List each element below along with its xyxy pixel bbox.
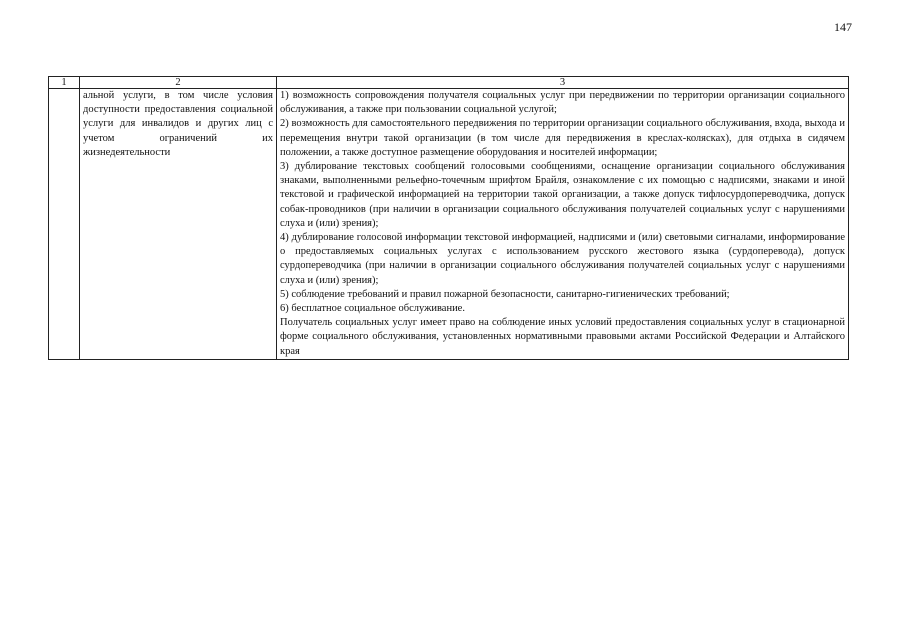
row-number-cell (49, 89, 80, 360)
page-number: 147 (834, 20, 852, 34)
condition-item-4: 4) дублирование голосовой информации текстовой информацией, надписями и (или) световыми сигналами, информирование о предоставляемых социальных услугах с использованием русского жестового языка (сурдоперевода), допуск сурдопереводчика (при наличии в организации социального обслуживания получателей социальных услуг с нарушениями слуха и (или) зрения); (280, 232, 845, 286)
table-row (49, 89, 849, 360)
condition-item-6: 6) бесплатное социальное обслуживание. (280, 303, 465, 315)
condition-item-5: 5) соблюдение требований и правил пожарной безопасности, санитарно-гигиенических требований; (280, 288, 730, 300)
column-header-3: 3 (277, 77, 849, 89)
column-header-1: 1 (49, 77, 80, 89)
column-header-2: 2 (80, 77, 277, 89)
conditions-cell (277, 89, 849, 360)
table-header-row (49, 77, 849, 89)
condition-item-1: 1) возможность сопровождения получателя социальных услуг при передвижении по территории организации социального обслуживания, а также при пользовании социальной услугой; (280, 90, 845, 116)
condition-item-3: 3) дублирование текстовых сообщений голосовыми сообщениями, оснащение организации социального обслуживания знаками, выполненными рельефно-точечным шрифтом Брайля, ознакомление с их помощью с надписями, знаками и иной текстовой и графической информацией на территории такой организации, а также допуск тифлосурдопереводчика, допуск собак-проводников (при наличии в организации социального обслуживания получателей социальных услуг с нарушениями слуха и (или) зрения); (280, 161, 845, 229)
closing-paragraph: Получатель социальных услуг имеет право на соблюдение иных условий предоставления социальных услуг в стационарной форме социального обслуживания, установленных нормативными правовыми актами Российской Федерации и Алтайского края (280, 317, 845, 357)
service-description-cell: альной услуги, в том числе условия доступности предоставления социальной услуги для инвалидов и других лиц с учетом ограничений их жизнедеятельности (80, 89, 277, 360)
services-table (48, 76, 849, 360)
condition-item-2: 2) возможность для самостоятельного передвижения по территории организации социального обслуживания, входа, выхода и перемещения внутри такой организации (в том числе для передвижения в креслах-колясках), для отдыха в сидячем положении, а также доступное размещение оборудования и носителей информации; (280, 118, 845, 158)
